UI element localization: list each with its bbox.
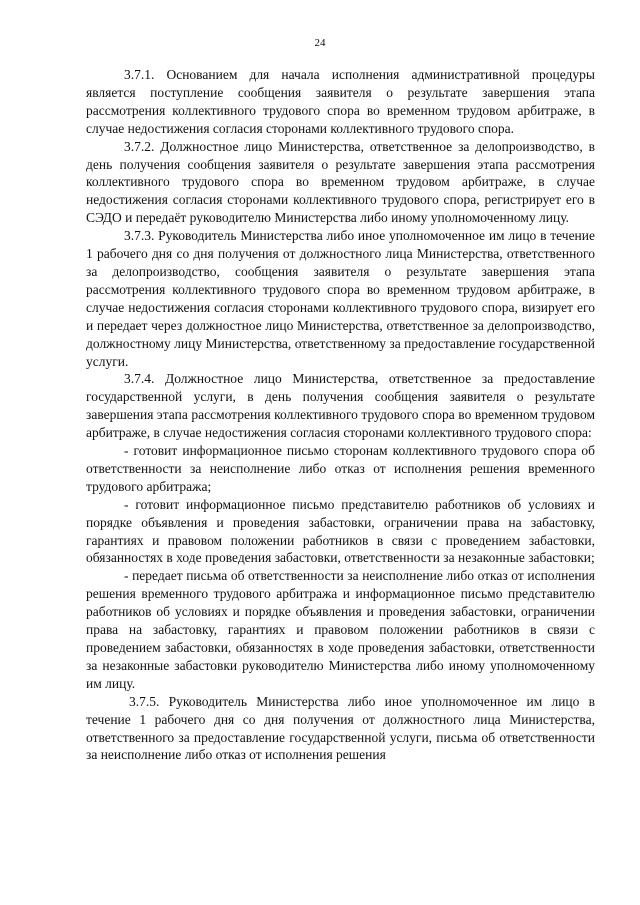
paragraph-3-7-4: 3.7.4. Должностное лицо Министерства, ответственное за предоставление государственной услуги, в день получения сообщения заявителя о результате завершения этапа рассмотрения коллективного трудового спора во временном трудовом арбитраже, в случае недостижения согласия сторонами коллективного трудового спора: [86,371,595,441]
list-item-prepare-letter-representative: - готовит информационное письмо представителю работников об условиях и порядке объявления и проведения забастовки, ограничении права на забастовку, гарантиях и правовом положении работников в связи с проведением забастовки, обязанностях в ходе проведения забастовки, ответственности за незаконные забастовки; [86,496,595,566]
list-item-transfer-letters: - передает письма об ответственности за неисполнение либо отказ от исполнения решения временного трудового арбитража и информационное письмо представителю работников об условиях и порядке объявления и проведения забастовки, ограничении права на забастовку, гарантиях и правовом положении работников в связи с проведением забастовки, обязанностях в ходе проведения забастовки, ответственности за незаконные забастовки руководителю Министерства либо иному уполномоченному им лицу. [86,568,595,691]
paragraph-3-7-3: 3.7.3. Руководитель Министерства либо иное уполномоченное им лицо в течение 1 рабочего дня со дня получения от должностного лица Министерства, ответственного за делопроизводство, сообщения заявителя о результате завершения этапа рассмотрения коллективного трудового спора во временном трудовом арбитраже, в случае недостижения согласия сторонами коллективного трудового спора, визирует его и передает через должностное лицо Министерства, ответственное за делопроизводство, должностному лицу Министерства, ответственному за предоставление государственной услуги. [86,228,595,369]
paragraph-3-7-1: 3.7.1. Основанием для начала исполнения административной процедуры является поступление сообщения заявителя о результате завершения этапа рассмотрения коллективного трудового спора во временном трудовом арбитраже, в случае недостижения согласия сторонами коллективного трудового спора. [86,67,595,136]
paragraph-3-7-2: 3.7.2. Должностное лицо Министерства, ответственное за делопроизводство, в день получения сообщения заявителя о результате завершения этапа рассмотрения коллективного трудового спора во временном трудовом арбитраже, в случае недостижения согласия сторонами коллективного трудового спора, регистрирует его в СЭДО и передаёт руководителю Министерства либо иному уполномоченному лицу. [86,138,595,226]
paragraph-3-7-5: 3.7.5. Руководитель Министерства либо иное уполномоченное им лицо в течение 1 рабочего дня со дня получения от должностного лица Министерства, ответственного за предоставление государственной услуги, письма об ответственности за неисполнение либо отказ от исполнения решения [86,693,595,763]
page-number: 24 [314,37,326,49]
document-body [86,66,595,764]
list-item-prepare-letter-parties: - готовит информационное письмо сторонам коллективного трудового спора об ответственности за неисполнение либо отказ от исполнения решения временного трудового арбитража; [86,443,595,494]
